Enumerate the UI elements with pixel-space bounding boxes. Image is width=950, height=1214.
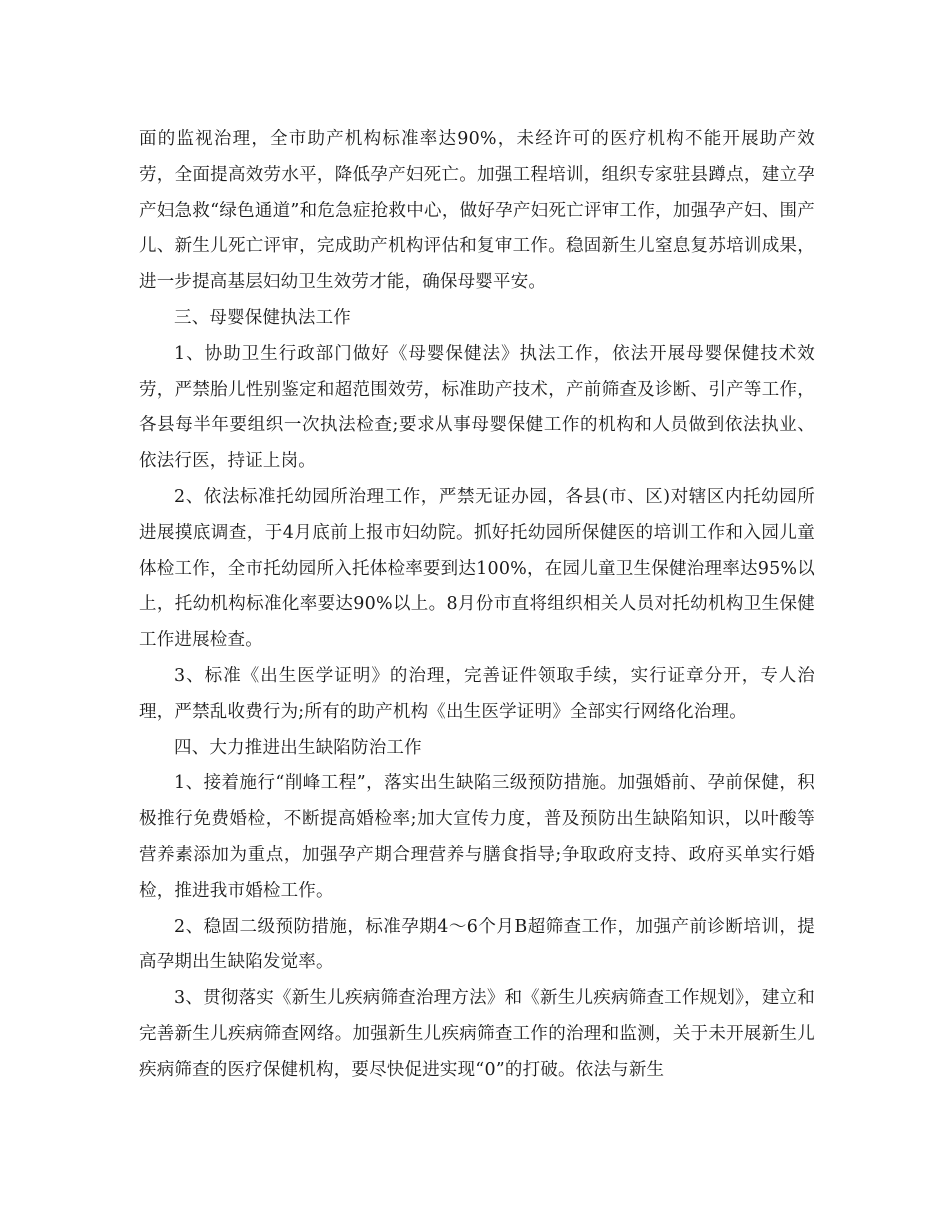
paragraph-4-1: 1、接着施行“削峰工程”，落实出生缺陷三级预防措施。加强婚前、孕前保健，积极推行免费婚检，不断提高婚检率;加大宣传力度，普及预防出生缺陷知识，以叶酸等营养素添加为重点，加强孕产期合理营养与膳食指导;争取政府支持、政府买单实行婚检，推进我市婚检工作。 <box>139 773 815 901</box>
section-heading-4: 四、大力推进出生缺陷防治工作 <box>174 737 422 758</box>
paragraph-4-3: 3、贯彻落实《新生儿疾病筛查治理方法》和《新生儿疾病筛查工作规划》，建立和完善新生儿疾病筛查网络。加强新生儿疾病筛查工作的治理和监测，关于未开展新生儿疾病筛查的医疗保健机构，要尽快促进实现“0”的打破。依法与新生 <box>139 988 815 1080</box>
section-heading-3: 三、母婴保健执法工作 <box>174 307 351 328</box>
paragraph-1: 面的监视治理，全市助产机构标准率达90%，未经许可的医疗机构不能开展助产效劳，全面提高效劳水平，降低孕产妇死亡。加强工程培训，组织专家驻县蹲点，建立孕产妇急救“绿色通道”和危急症抢救中心，做好孕产妇死亡评审工作，加强孕产妇、围产儿、新生儿死亡评审，完成助产机构评估和复审工作。稳固新生儿窒息复苏培训成果，进一步提高基层妇幼卫生效劳才能，确保母婴平安。 <box>139 129 815 293</box>
paragraph-3-1: 1、协助卫生行政部门做好《母婴保健法》执法工作，依法开展母婴保健技术效劳，严禁胎儿性别鉴定和超范围效劳，标准助产技术，产前筛查及诊断、引产等工作，各县每半年要组织一次执法检查;要求从事母婴保健工作的机构和人员做到依法执业、依法行医，持证上岗。 <box>139 343 815 472</box>
paragraph-3-2: 2、依法标准托幼园所治理工作，严禁无证办园，各县(市、区)对辖区内托幼园所进展摸底调查，于4月底前上报市妇幼院。抓好托幼园所保健医的培训工作和入园儿童体检工作，全市托幼园所入托体检率要到达100%，在园儿童卫生保健治理率达95%以上，托幼机构标准化率要达90%以上。8月份市直将组织相关人员对托幼机构卫生保健工作进展检查。 <box>139 486 815 651</box>
paragraph-3-3: 3、标准《出生医学证明》的治理，完善证件领取手续，实行证章分开，专人治理，严禁乱收费行为;所有的助产机构《出生医学证明》全部实行网络化治理。 <box>139 665 815 722</box>
paragraph-4-2: 2、稳固二级预防措施，标准孕期4～6个月B超筛查工作，加强产前诊断培训，提高孕期出生缺陷发觉率。 <box>139 916 815 973</box>
document-body <box>139 122 815 1089</box>
